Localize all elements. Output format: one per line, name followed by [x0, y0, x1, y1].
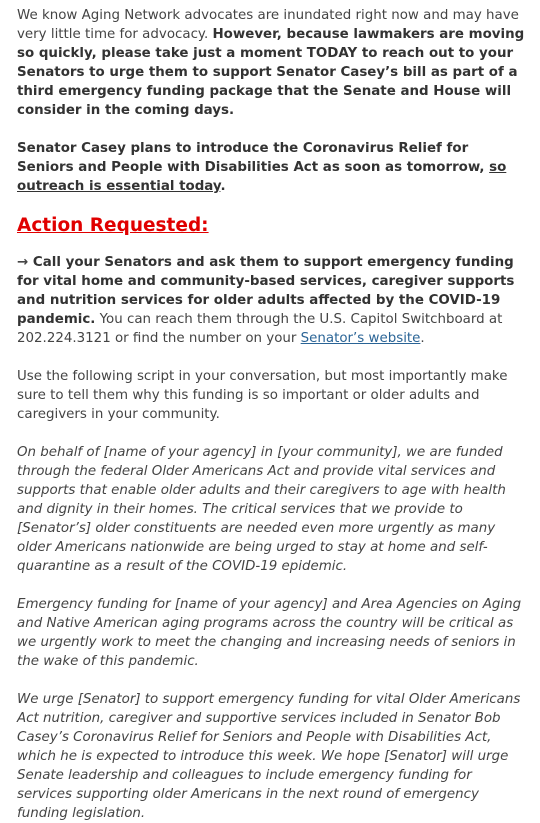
- script-paragraph-3: We urge [Senator] to support emergency funding for vital Older Americans Act nutrition, caregiver and supportive services included in Senator Bob Casey’s Coronavirus Relief for Seniors and People with Disabilities Act, which he is expected to introduce this week. We hope [Senator] will urge Senate leadership and colleagues to include emergency funding for services supporting older Americans in the next round of emergency funding legislation.: [17, 692, 521, 821]
- action-requested-heading: Action Requested:: [17, 215, 209, 236]
- senator-website-link[interactable]: Senator’s website: [300, 331, 421, 346]
- casey-bold-text: Senator Casey plans to introduce the Coronavirus Relief for Seniors and People with Disabilities Act as soon as tomorrow,: [17, 141, 490, 175]
- script-paragraph-1: On behalf of [name of your agency] in [your community], we are funded through the federal Older Americans Act and provide vital services and supports that enable older adults and their caregivers to age with health and dignity in their homes. The critical services that we provide to [Senator’s] older constituents are needed even more urgently as many older Americans nationwide are being urged to stay at home and self-quarantine as a result of the COVID-19 epidemic.: [17, 445, 506, 574]
- intro-bold-text: However, because lawmakers are moving so quickly, please take just a moment TODAY to reach out to your Senators to urge them to support Senator Casey’s bill as part of a third emergency funding package that the Senate and House will consider in the coming days.: [17, 27, 525, 118]
- casey-underlined-text: so outreach is essential today: [17, 160, 507, 194]
- call-end: .: [420, 331, 425, 346]
- call-plain-text: You can reach them through the U.S. Capitol Switchboard at 202.224.3121 or find the number on your: [17, 312, 503, 346]
- intro-paragraph: [17, 6, 528, 120]
- casey-end: .: [220, 179, 226, 194]
- script-paragraph-2: Emergency funding for [name of your agency] and Area Agencies on Aging and Native American aging programs across the country will be critical as we urgently work to meet the changing and increasing needs of seniors in the wake of this pandemic.: [17, 597, 522, 669]
- script-intro-paragraph: Use the following script in your conversation, but most importantly make sure to tell them why this funding is so important or older adults and caregivers in your community.: [17, 369, 508, 422]
- intro-text: We know Aging Network advocates are inundated right now and may have very little time for advocacy.: [17, 8, 519, 42]
- call-bold-text: Call your Senators and ask them to support emergency funding for vital home and community-based services, caregiver supports and nutrition services for older adults affected by the COVID-19 pandemic.: [17, 255, 515, 327]
- casey-paragraph: [17, 139, 528, 196]
- call-paragraph: [17, 253, 528, 348]
- arrow-right-icon: →: [17, 255, 29, 270]
